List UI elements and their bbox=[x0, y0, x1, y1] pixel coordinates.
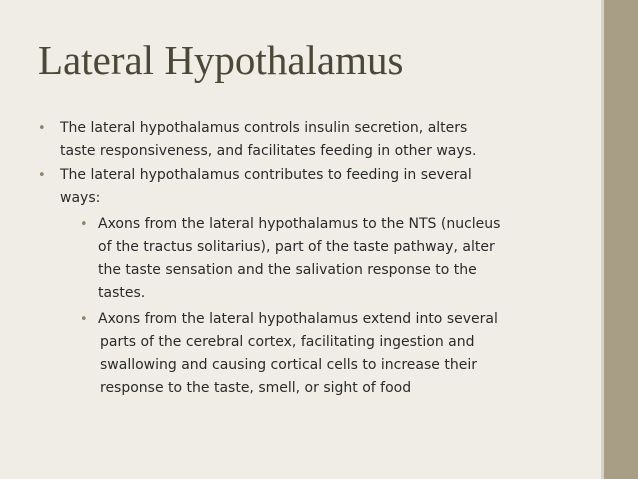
side-band bbox=[604, 0, 638, 479]
sub-bullet-1-line-3: the taste sensation and the salivation response to the bbox=[98, 262, 477, 278]
slide-content bbox=[38, 117, 568, 400]
sub-bullet-1-line-2: of the tractus solitarius), part of the taste pathway, alter bbox=[98, 239, 495, 255]
bullet-1-line-1: The lateral hypothalamus controls insulin secretion, alters bbox=[60, 120, 468, 136]
bullet-1-line-2: taste responsiveness, and facilitates feeding in other ways. bbox=[60, 143, 477, 159]
bullet-2-line-1: The lateral hypothalamus contributes to feeding in several bbox=[60, 167, 472, 183]
bullet-marker: • bbox=[80, 312, 88, 327]
sub-bullet-1-line-4: tastes. bbox=[98, 285, 146, 301]
bullet-marker: • bbox=[80, 217, 88, 232]
bullet-2 bbox=[38, 164, 568, 210]
sub-bullet-2-line-1: Axons from the lateral hypothalamus extend into several bbox=[98, 311, 498, 327]
sub-bullet-2-line-3: swallowing and causing cortical cells to increase their bbox=[100, 357, 477, 373]
bullet-marker: • bbox=[38, 121, 46, 136]
sub-bullet-1 bbox=[68, 213, 568, 305]
bullet-1 bbox=[38, 117, 568, 163]
sub-bullet-2 bbox=[68, 308, 568, 400]
sub-bullet-2-line-4: response to the taste, smell, or sight of food bbox=[100, 380, 412, 396]
sub-bullet-1-line-1: Axons from the lateral hypothalamus to the NTS (nucleus bbox=[98, 216, 501, 232]
slide-title: Lateral Hypothalamus bbox=[38, 37, 404, 83]
bullet-2-line-2: ways: bbox=[60, 190, 101, 206]
sub-bullet-2-line-2: parts of the cerebral cortex, facilitating ingestion and bbox=[100, 334, 475, 350]
bullet-marker: • bbox=[38, 168, 46, 183]
